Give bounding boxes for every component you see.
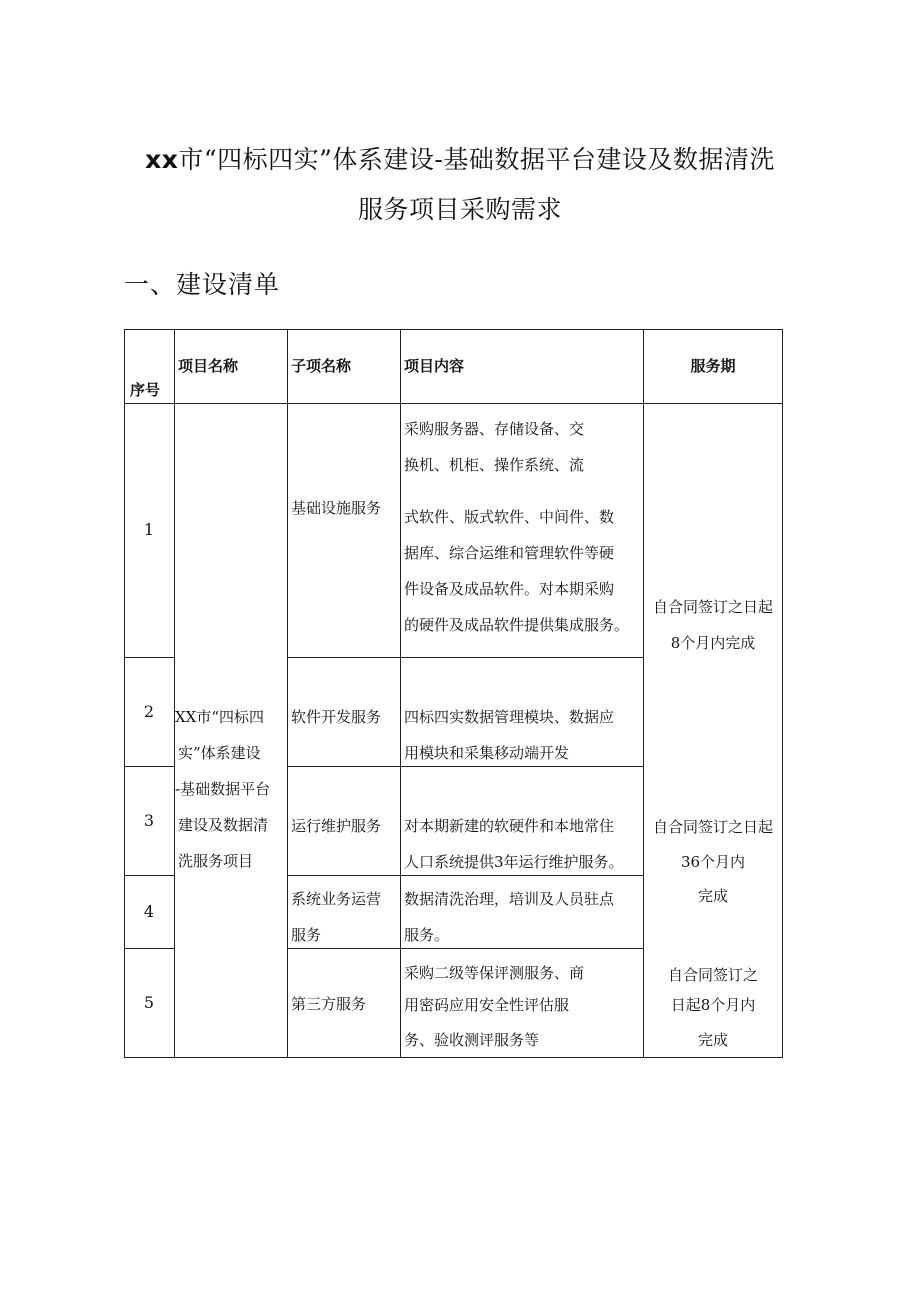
period-line: 完成 — [697, 887, 728, 905]
title-prefix: xx — [145, 145, 179, 174]
sub-name: 软件开发服务 — [291, 708, 382, 726]
content-line: 服务。 — [404, 926, 450, 944]
content-line: 采购服务器、存储设备、交 — [404, 420, 585, 438]
row-divider — [124, 766, 175, 767]
col-border — [400, 329, 401, 1058]
content-line: 用密码应用安全性评估服 — [404, 996, 570, 1014]
row-divider — [124, 657, 175, 658]
content-line: 四标四实数据管理模块、数据应 — [404, 708, 615, 726]
row-divider — [124, 948, 175, 949]
col-border — [124, 329, 125, 1058]
header-period: 服务期 — [690, 357, 736, 375]
project-name-line: 建设及数据清 — [178, 816, 269, 834]
document-title-line2: 服务项目采购需求 — [357, 195, 562, 224]
row-seq: 2 — [143, 702, 155, 721]
row-divider — [288, 875, 644, 876]
content-line: 式软件、版式软件、中间件、数 — [404, 508, 615, 526]
sub-name: 基础设施服务 — [291, 499, 382, 517]
row-seq: 3 — [143, 811, 155, 830]
col-border — [174, 329, 175, 1058]
content-line: 换机、机柜、操作系统、流 — [404, 456, 585, 474]
project-name-line: -基础数据平台 — [175, 780, 271, 798]
sub-name: 第三方服务 — [291, 995, 367, 1013]
section-heading: 一、建设清单 — [124, 270, 281, 299]
content-line: 务、验收测评服务等 — [404, 1031, 540, 1049]
period-line: 8个月内完成 — [670, 634, 756, 652]
period-line: 自合同签订之日起 — [652, 818, 773, 836]
row-divider — [124, 875, 175, 876]
project-name-line: 实”体系建设 — [178, 744, 261, 762]
content-line: 的硬件及成品软件提供集成服务。 — [404, 616, 630, 634]
col-border — [643, 329, 644, 1058]
row-divider — [288, 948, 644, 949]
sub-name: 运行维护服务 — [291, 817, 382, 835]
content-line: 人口系统提供3年运行维护服务。 — [404, 853, 624, 871]
content-line: 采购二级等保评测服务、商 — [404, 964, 585, 982]
header-project-name: 项目名称 — [178, 357, 239, 375]
period-line: 自合同签订之日起 — [652, 598, 773, 616]
sub-name: 系统业务运营 — [291, 890, 382, 908]
row-seq: 4 — [143, 902, 155, 921]
row-seq: 1 — [143, 520, 155, 539]
content-line: 用模块和采集移动端开发 — [404, 744, 570, 762]
table-bottom-border — [124, 1057, 783, 1058]
col-border — [782, 329, 783, 1058]
document-title-line1 — [0, 140, 920, 176]
content-line: 件设备及成品软件。对本期采购 — [404, 580, 615, 598]
content-line: 据库、综合运维和管理软件等硬 — [404, 544, 615, 562]
row-seq: 5 — [143, 993, 155, 1012]
project-name-line: 洗服务项目 — [178, 852, 254, 870]
table-top-border — [124, 329, 783, 330]
content-line: 数据清洗治理，培训及人员驻点 — [404, 890, 615, 908]
header-content: 项目内容 — [404, 357, 465, 375]
period-line: 日起8个月内 — [670, 996, 756, 1014]
header-bottom-border — [124, 403, 783, 404]
header-seq: 序号 — [130, 381, 161, 399]
col-border — [287, 329, 288, 1058]
project-name-line: XX市“四标四 — [175, 708, 265, 726]
period-line: 自合同签订之 — [667, 966, 758, 984]
title-text: 市“四标四实”体系建设-基础数据平台建设及数据清洗 — [178, 145, 775, 174]
row-divider — [288, 657, 644, 658]
period-line: 36个月内 — [680, 853, 746, 871]
period-line: 完成 — [697, 1031, 728, 1049]
header-sub-name: 子项名称 — [291, 357, 352, 375]
sub-name: 服务 — [291, 926, 322, 944]
content-line: 对本期新建的软硬件和本地常住 — [404, 817, 615, 835]
row-divider — [288, 766, 644, 767]
